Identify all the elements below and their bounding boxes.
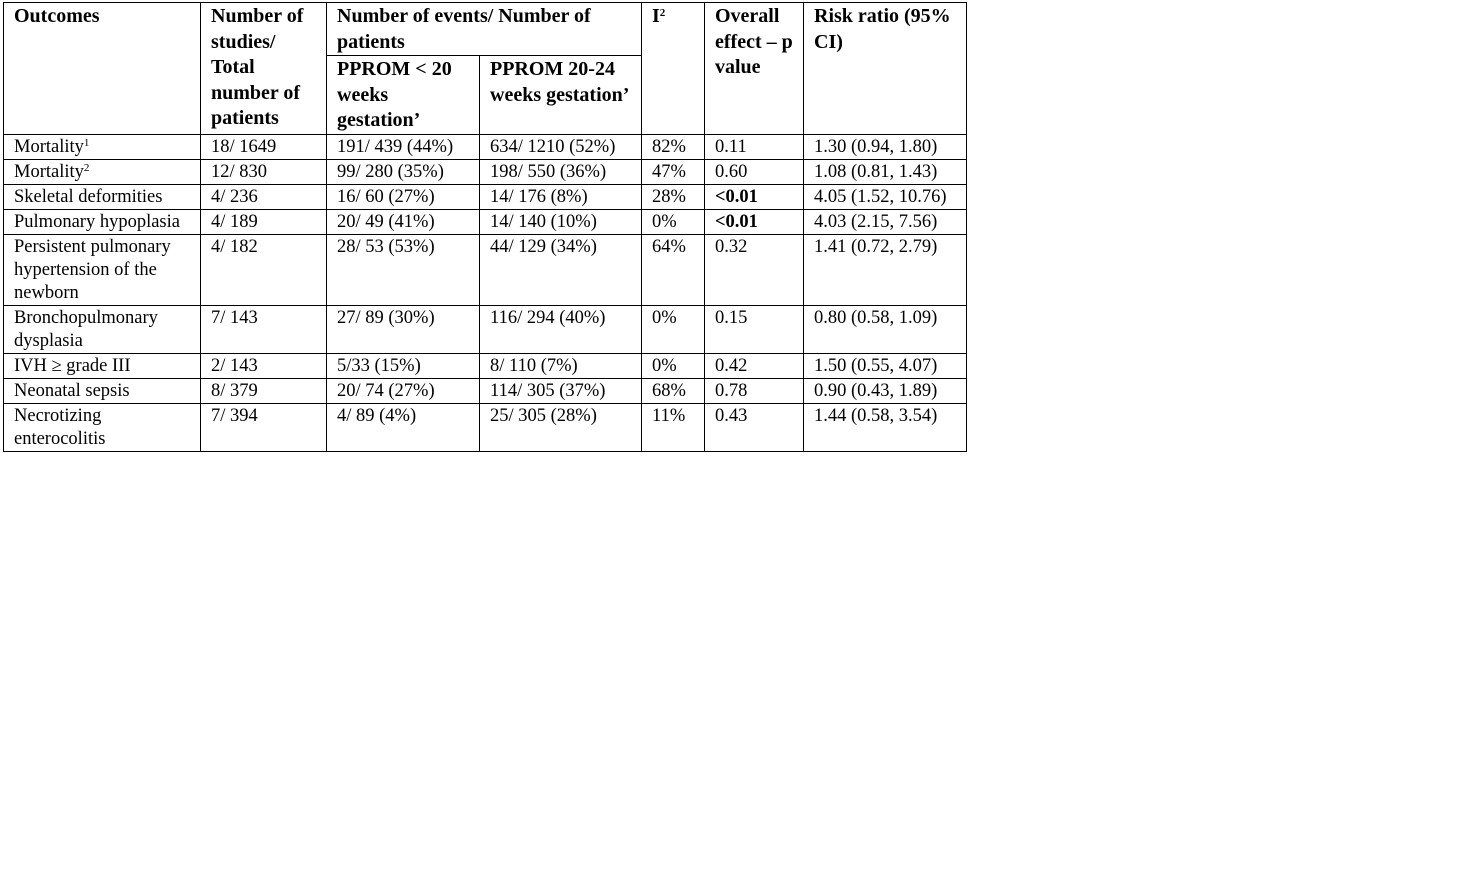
risk-ratio-cell [804,209,967,234]
studies-cell-text: 7/ 394 [211,405,258,426]
header-i2 [642,3,705,135]
studies-cell-text: 4/ 236 [211,186,258,207]
header-events-group: Number of events/ Number of patients [327,3,642,56]
outcome-cell-text: Neonatal sepsis [14,380,130,401]
i2-cell [642,234,705,305]
studies-cell [201,378,327,403]
outcome-footnote-marker: 1 [83,136,90,149]
i2-cell [642,159,705,184]
pprom-lt20-cell-text: 20/ 49 (41%) [337,211,435,232]
i2-cell [642,305,705,353]
studies-cell [201,159,327,184]
table-row [4,209,967,234]
pprom-20-24-cell [480,209,642,234]
risk-ratio-cell-text: 4.03 (2.15, 7.56) [814,211,938,232]
header-row-1 [4,3,967,56]
pprom-lt20-cell-text: 27/ 89 (30%) [337,307,435,328]
pprom-20-24-cell [480,378,642,403]
pprom-lt20-cell [327,378,480,403]
pprom-20-24-cell-text: 198/ 550 (36%) [490,161,607,182]
pprom-20-24-cell [480,403,642,451]
studies-cell-text: 18/ 1649 [211,136,277,157]
pprom-lt20-cell [327,403,480,451]
outcome-cell [4,159,201,184]
outcome-cell-text: Skeletal deformities [14,186,163,207]
outcome-cell [4,353,201,378]
pprom-lt20-cell [327,209,480,234]
p-value-cell [705,378,804,403]
pprom-20-24-cell [480,353,642,378]
p-value-cell-text: 0.15 [715,307,748,328]
risk-ratio-cell-text: 1.08 (0.81, 1.43) [814,161,938,182]
pprom-lt20-cell [327,134,480,159]
i2-cell [642,209,705,234]
studies-cell [201,234,327,305]
risk-ratio-cell-text: 1.44 (0.58, 3.54) [814,405,938,426]
table-row [4,234,967,305]
pprom-lt20-cell [327,159,480,184]
risk-ratio-cell-text: 4.05 (1.52, 10.76) [814,186,947,207]
pprom-20-24-cell-text: 634/ 1210 (52%) [490,136,616,157]
pprom-lt20-cell [327,234,480,305]
p-value-cell-text: 0.43 [715,405,748,426]
table-row [4,184,967,209]
p-value-cell-text: 0.60 [715,161,748,182]
pprom-20-24-cell-text: 14/ 140 (10%) [490,211,597,232]
pprom-lt20-cell-text: 16/ 60 (27%) [337,186,435,207]
outcome-cell [4,403,201,451]
pprom-20-24-cell-text: 114/ 305 (37%) [490,380,606,401]
studies-cell-text: 7/ 143 [211,307,258,328]
pprom-lt20-cell-text: 28/ 53 (53%) [337,236,435,257]
p-value-cell-text: 0.78 [715,380,748,401]
pprom-lt20-cell [327,305,480,353]
outcome-cell-text: Bronchopulmonary dysplasia [14,307,158,351]
studies-cell [201,305,327,353]
pprom-20-24-cell-text: 8/ 110 (7%) [490,355,578,376]
risk-ratio-cell [804,134,967,159]
outcome-cell [4,378,201,403]
table-header [4,3,967,135]
outcome-cell [4,184,201,209]
outcome-cell-text: Necrotizing enterocolitis [14,405,106,449]
pprom-lt20-cell-text: 20/ 74 (27%) [337,380,435,401]
pprom-20-24-cell [480,184,642,209]
p-value-cell-text: 0.11 [715,136,747,157]
p-value-cell [705,184,804,209]
studies-cell-text: 4/ 189 [211,211,258,232]
outcome-cell-text: Mortality [14,136,84,157]
header-overall-effect: Overall effect – p value [705,3,804,135]
p-value-cell [705,159,804,184]
risk-ratio-cell-text: 1.41 (0.72, 2.79) [814,236,938,257]
outcome-cell-text: Mortality [14,161,84,182]
table-row [4,159,967,184]
i2-cell-text: 0% [652,307,677,328]
risk-ratio-cell [804,378,967,403]
pprom-20-24-cell-text: 44/ 129 (34%) [490,236,597,257]
p-value-cell [705,305,804,353]
table-body [4,134,967,451]
pprom-lt20-cell-text: 99/ 280 (35%) [337,161,444,182]
p-value-cell [705,353,804,378]
outcome-cell-text: Persistent pulmonary hypertension of the newborn [14,236,171,303]
pprom-20-24-cell-text: 25/ 305 (28%) [490,405,597,426]
studies-cell [201,209,327,234]
p-value-cell-text: 0.32 [715,236,748,257]
i2-cell-text: 0% [652,211,677,232]
studies-cell-text: 2/ 143 [211,355,258,376]
i2-cell-text: 28% [652,186,686,207]
pprom-20-24-cell [480,159,642,184]
table-row [4,353,967,378]
studies-cell-text: 8/ 379 [211,380,258,401]
i2-cell-text: 11% [652,405,686,426]
risk-ratio-cell [804,159,967,184]
risk-ratio-cell-text: 0.90 (0.43, 1.89) [814,380,938,401]
p-value-cell [705,234,804,305]
pprom-20-24-cell-text: 14/ 176 (8%) [490,186,588,207]
i2-cell [642,184,705,209]
header-outcomes: Outcomes [4,3,201,135]
i2-cell-text: 47% [652,161,686,182]
i2-cell-text: 68% [652,380,686,401]
risk-ratio-cell-text: 1.50 (0.55, 4.07) [814,355,938,376]
p-value-cell [705,134,804,159]
i2-cell-text: 0% [652,355,677,376]
outcome-cell [4,234,201,305]
header-risk-ratio: Risk ratio (95% CI) [804,3,967,135]
risk-ratio-cell [804,353,967,378]
header-pprom-20-24: PPROM 20-24 weeks gestation’ [480,56,642,135]
header-i2-sup: 2 [659,7,666,19]
risk-ratio-cell [804,234,967,305]
pprom-20-24-cell [480,134,642,159]
pprom-lt20-cell-text: 4/ 89 (4%) [337,405,417,426]
i2-cell [642,134,705,159]
studies-cell [201,184,327,209]
pprom-20-24-cell-text: 116/ 294 (40%) [490,307,606,328]
pprom-lt20-cell [327,184,480,209]
outcome-footnote-marker: 2 [83,161,90,174]
i2-cell [642,403,705,451]
i2-cell [642,378,705,403]
p-value-cell-text: <0.01 [715,186,758,207]
outcome-cell-text: Pulmonary hypoplasia [14,211,180,232]
studies-cell-text: 12/ 830 [211,161,268,182]
risk-ratio-cell-text: 1.30 (0.94, 1.80) [814,136,938,157]
header-studies: Number of studies/ Total number of patients [201,3,327,135]
pprom-lt20-cell [327,353,480,378]
risk-ratio-cell [804,184,967,209]
studies-cell [201,134,327,159]
studies-cell-text: 4/ 182 [211,236,258,257]
p-value-cell [705,209,804,234]
studies-cell [201,353,327,378]
table-row [4,305,967,353]
risk-ratio-cell [804,305,967,353]
studies-cell [201,403,327,451]
outcomes-table [3,2,967,452]
i2-cell-text: 82% [652,136,686,157]
risk-ratio-cell [804,403,967,451]
p-value-cell [705,403,804,451]
table-row [4,403,967,451]
i2-cell [642,353,705,378]
header-pprom-lt20: PPROM < 20 weeks gestation’ [327,56,480,135]
outcome-cell-text: IVH ≥ grade III [14,355,131,376]
pprom-20-24-cell [480,305,642,353]
table-row [4,378,967,403]
outcome-cell [4,134,201,159]
pprom-20-24-cell [480,234,642,305]
p-value-cell-text: 0.42 [715,355,748,376]
outcome-cell [4,305,201,353]
p-value-cell-text: <0.01 [715,211,758,232]
table-row [4,134,967,159]
pprom-lt20-cell-text: 5/33 (15%) [337,355,421,376]
header-i2-base: I [652,5,660,27]
pprom-lt20-cell-text: 191/ 439 (44%) [337,136,454,157]
i2-cell-text: 64% [652,236,686,257]
outcome-cell [4,209,201,234]
risk-ratio-cell-text: 0.80 (0.58, 1.09) [814,307,938,328]
